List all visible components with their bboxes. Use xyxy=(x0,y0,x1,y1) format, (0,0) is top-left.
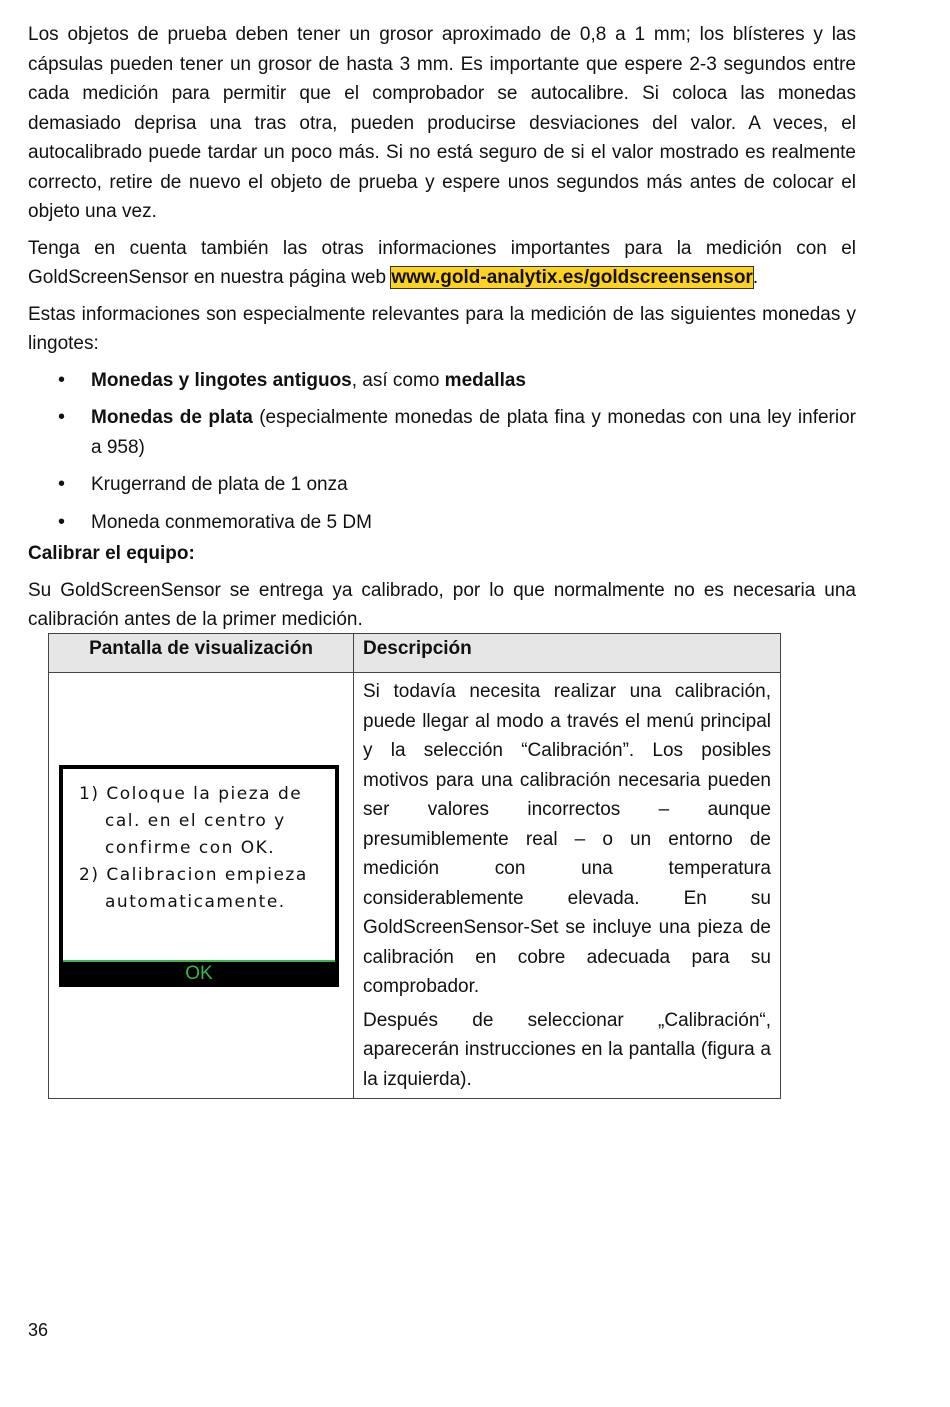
calibration-table xyxy=(48,633,781,1099)
screen-ok-label: OK xyxy=(185,963,213,984)
section-heading: Calibrar el equipo: xyxy=(28,543,195,564)
list-item-bold: Monedas de plata xyxy=(91,407,253,428)
table-header-display: Pantalla de visualización xyxy=(49,634,354,673)
list-item xyxy=(28,470,856,500)
list-item xyxy=(28,403,856,462)
screen-line: 1) Coloque la pieza de xyxy=(79,784,303,804)
coin-list xyxy=(28,366,856,538)
device-screen-image xyxy=(59,765,339,987)
device-screen-display xyxy=(63,769,335,962)
website-link[interactable]: www.gold-analytix.es/goldscreensensor xyxy=(391,267,753,288)
device-screen-text xyxy=(63,781,335,916)
table-row xyxy=(49,673,781,1099)
screen-line: 2) Calibracion empieza xyxy=(79,865,308,885)
list-item xyxy=(28,366,856,396)
table-header-row xyxy=(49,634,781,673)
table-cell-display xyxy=(49,673,354,1099)
list-item xyxy=(28,508,856,538)
page-content xyxy=(28,20,856,635)
list-item-text: Moneda conmemorativa de 5 DM xyxy=(91,511,372,533)
page-number: 36 xyxy=(28,1320,49,1340)
paragraph-website-end: . xyxy=(752,267,759,288)
list-item-text: (especialmente monedas de plata fina y monedas con una ley inferior a 958) xyxy=(91,407,857,458)
paragraph-website xyxy=(28,234,856,293)
paragraph-thickness: Los objetos de prueba deben tener un grosor aproximado de 0,8 a 1 mm; los blísteres y las cápsulas pueden tener un grosor de hasta 3 mm. Es importante que espere 2-3 segundos entre cada medición para permitir que el comprobador se autocalibre. Si coloca las monedas demasiado deprisa una tras otra, pueden producirse desviaciones del valor. A veces, el autocalibrado puede tardar un poco más. Si no está seguro de si el valor mostrado es realmente correcto, retire de nuevo el objeto de prueba y espere unos segundos más antes de colocar el objeto una vez. xyxy=(28,24,856,222)
section-intro: Su GoldScreenSensor se entrega ya calibrado, por lo que normalmente no es necesaria una calibración antes de la primer medición. xyxy=(28,579,856,630)
screen-line: confirme con OK. xyxy=(105,838,276,858)
screen-line: cal. en el centro y xyxy=(105,811,286,831)
paragraph-relevance: Estas informaciones son especialmente relevantes para la medición de las siguientes monedas y lingotes: xyxy=(28,303,856,354)
table-cell-description xyxy=(354,673,781,1099)
description-paragraph: Si todavía necesita realizar una calibración, puede llegar al modo a través el menú principal y la selección “Calibración”. Los posibles motivos para una calibración necesaria pueden ser valores incorrectos – aunque presumiblemente real – o un entorno de medición con una temperatura considerablemente elevada. En su GoldScreenSensor-Set se incluye una pieza de calibración en cobre adecuada para su comprobador. xyxy=(363,681,771,997)
description-paragraph: Después de seleccionar „Calibración“, aparecerán instrucciones en la pantalla (figura a la izquierda). xyxy=(363,1009,771,1090)
list-item-bold: medallas xyxy=(444,369,526,391)
table-header-description: Descripción xyxy=(354,634,781,673)
list-item-bold: Monedas y lingotes antiguos xyxy=(91,369,352,391)
screen-line: automaticamente. xyxy=(105,892,286,912)
list-item-text: , así como xyxy=(351,369,445,391)
list-item-text: Krugerrand de plata de 1 onza xyxy=(91,474,348,495)
paragraph-website-text: Tenga en cuenta también las otras informaciones importantes para la medición con el GoldScreenSensor en nuestra página web xyxy=(28,237,856,288)
